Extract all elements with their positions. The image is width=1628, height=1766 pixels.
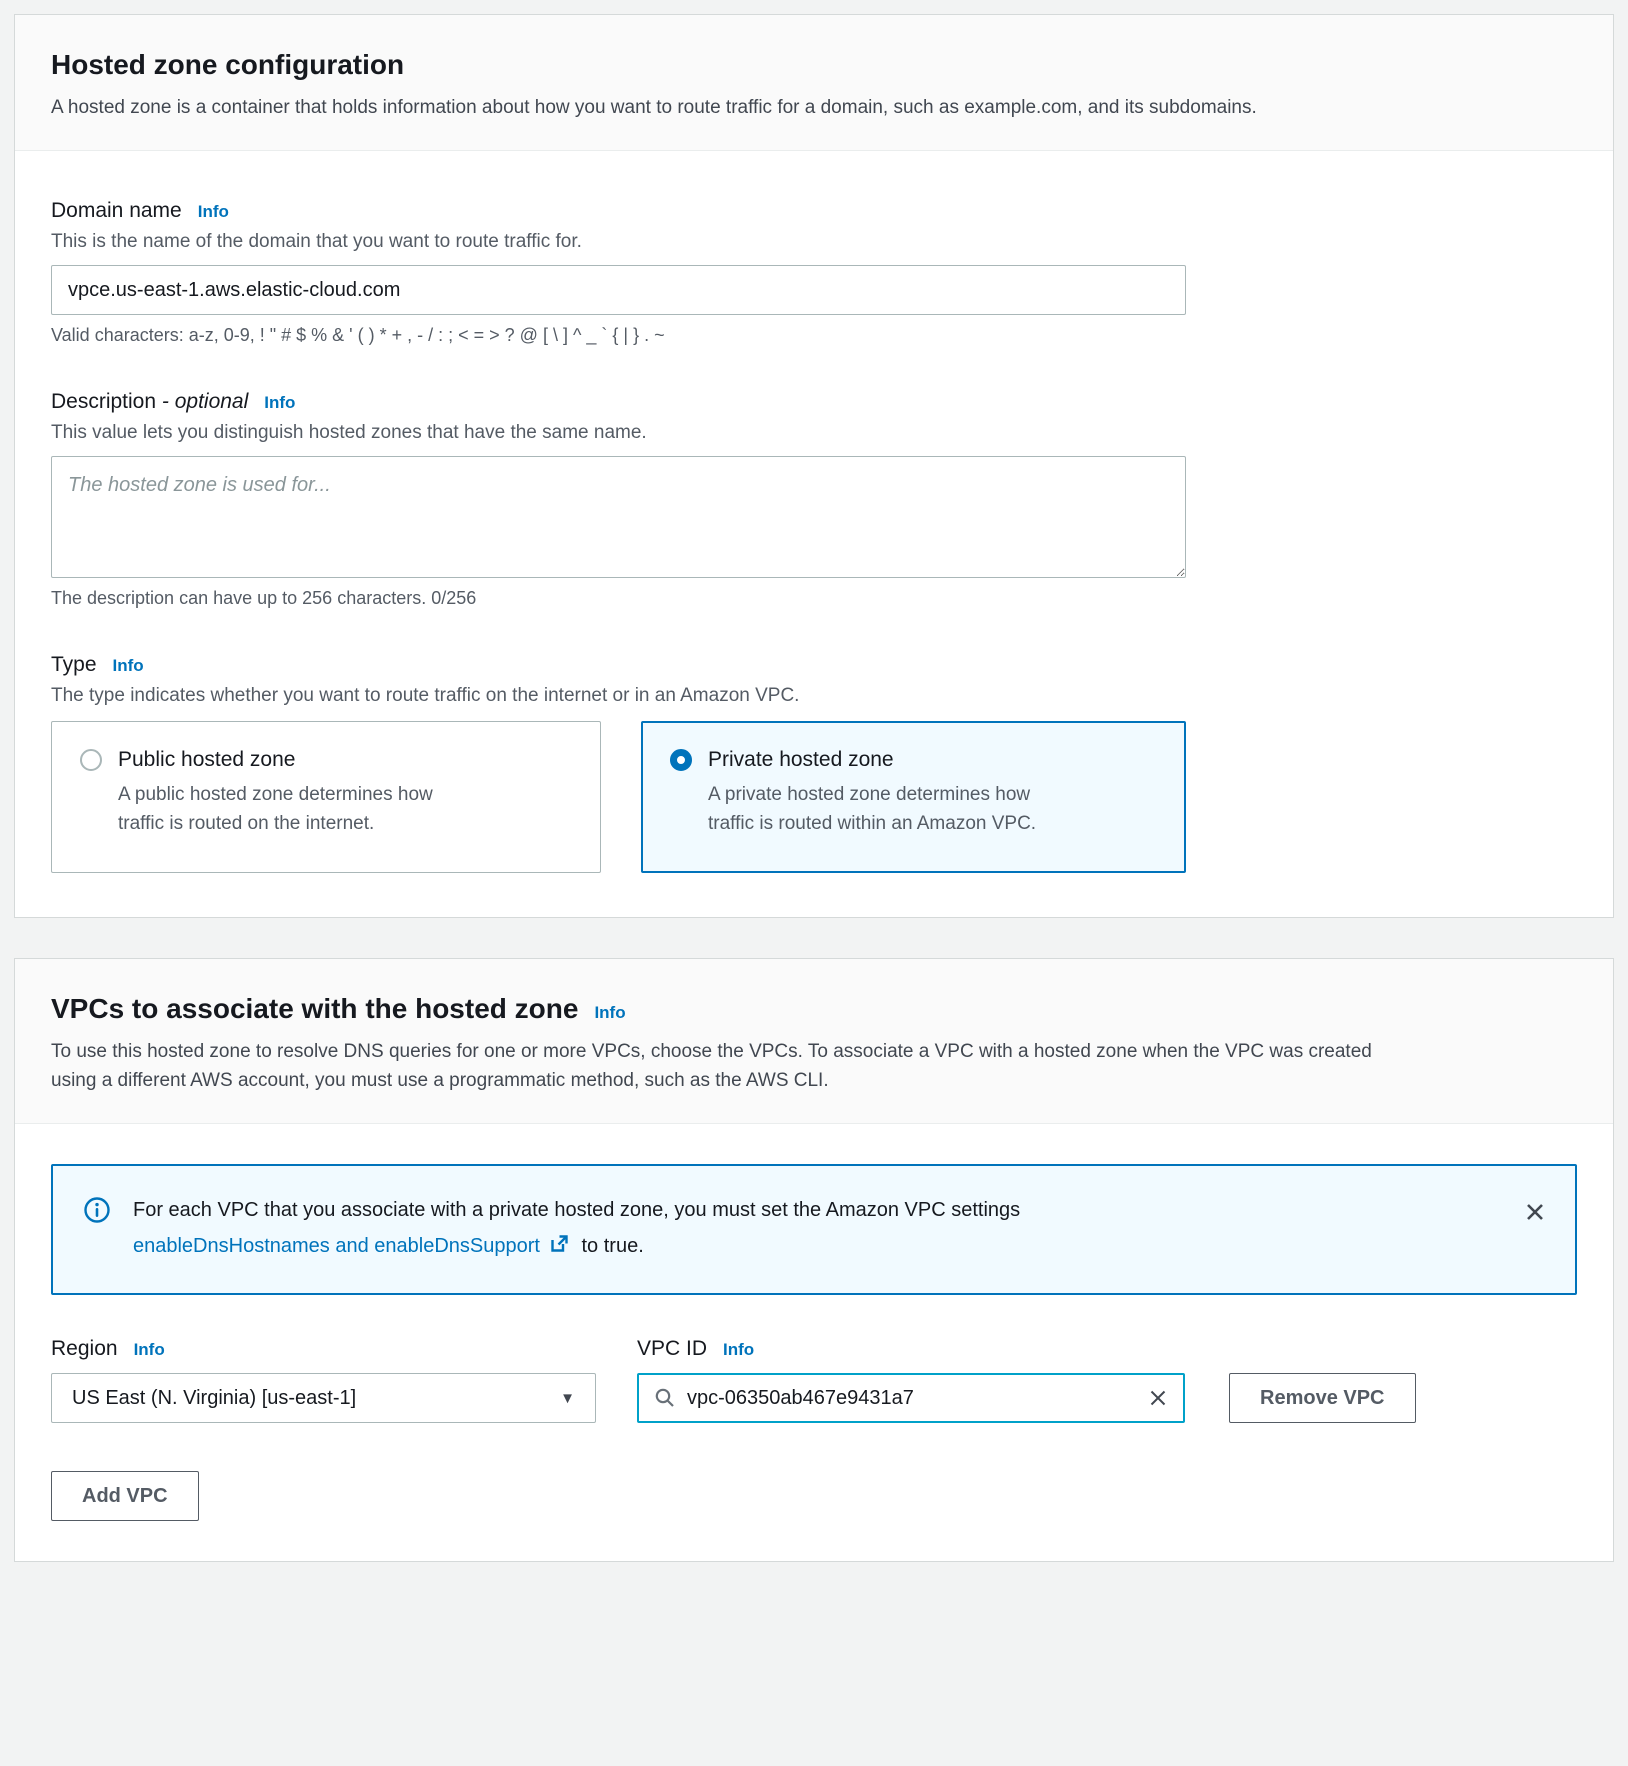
hosted-zone-configuration-body — [15, 151, 1613, 917]
type-helper: The type indicates whether you want to route traffic on the internet or in an Amazon VPC. — [51, 685, 800, 706]
vpc-association-row — [51, 1337, 1577, 1423]
vpcs-section-body — [15, 1124, 1613, 1561]
search-icon — [653, 1386, 677, 1410]
public-hosted-zone-title: Public hosted zone — [118, 748, 296, 771]
public-hosted-zone-description: A public hosted zone determines how traffic is routed on the internet. — [118, 784, 433, 834]
description-field — [51, 390, 1577, 609]
private-hosted-zone-radio[interactable] — [670, 749, 692, 771]
private-hosted-zone-option[interactable] — [641, 721, 1186, 873]
region-select[interactable] — [51, 1373, 596, 1423]
vpc-id-info-link[interactable]: Info — [723, 1340, 755, 1359]
chevron-down-icon: ▼ — [560, 1389, 575, 1407]
domain-name-constraint: Valid characters: a-z, 0-9, ! " # $ % & ' ( ) * + , - / : ; < = > ? @ [ \ ] ^ _ ` { | } . ~ — [51, 325, 665, 345]
vpcs-to-associate-card — [14, 958, 1614, 1562]
domain-name-label: Domain name — [51, 199, 182, 222]
region-info-link[interactable]: Info — [133, 1340, 165, 1359]
vpc-id-label: VPC ID — [637, 1337, 708, 1360]
vpcs-section-header — [15, 959, 1613, 1124]
public-hosted-zone-radio[interactable] — [80, 749, 102, 771]
remove-vpc-button[interactable]: Remove VPC — [1229, 1373, 1416, 1423]
type-options — [51, 721, 1577, 873]
hosted-zone-configuration-header — [15, 15, 1613, 151]
domain-name-field — [51, 199, 1577, 346]
description-helper: This value lets you distinguish hosted zones that have the same name. — [51, 422, 647, 443]
description-info-link[interactable]: Info — [264, 393, 296, 412]
public-hosted-zone-option[interactable] — [51, 721, 601, 873]
hosted-zone-configuration-card — [14, 14, 1614, 918]
vpc-id-field — [637, 1337, 1185, 1423]
region-field — [51, 1337, 596, 1423]
alert-text-tail: to true. — [581, 1235, 644, 1257]
description-constraint: The description can have up to 256 characters. 0/256 — [51, 588, 477, 608]
vpc-id-input-container — [637, 1373, 1185, 1423]
info-circle-icon — [83, 1196, 111, 1229]
private-hosted-zone-title: Private hosted zone — [708, 748, 894, 771]
vpc-settings-info-alert — [51, 1164, 1577, 1295]
vpc-id-input[interactable] — [687, 1387, 1145, 1410]
region-label: Region — [51, 1337, 118, 1360]
type-field — [51, 653, 1577, 873]
clear-input-icon[interactable] — [1145, 1385, 1171, 1411]
description-optional-suffix: - optional — [161, 390, 249, 413]
description-label: Description - optional — [51, 390, 249, 413]
alert-close-icon[interactable] — [1523, 1200, 1547, 1227]
description-textarea[interactable] — [51, 456, 1186, 578]
section-title-vpcs-to-associate: VPCs to associate with the hosted zone — [51, 993, 579, 1024]
alert-message — [133, 1192, 1493, 1267]
vpcs-section-info-link[interactable]: Info — [594, 1003, 626, 1022]
domain-name-helper: This is the name of the domain that you want to route traffic for. — [51, 231, 582, 252]
enable-dns-settings-link[interactable]: enableDnsHostnames and enableDnsSupport — [133, 1235, 540, 1257]
external-link-icon — [548, 1231, 570, 1267]
region-select-value: US East (N. Virginia) [us-east-1] — [72, 1386, 357, 1409]
section-title-hosted-zone-configuration: Hosted zone configuration — [51, 49, 405, 80]
domain-name-info-link[interactable]: Info — [197, 202, 229, 221]
type-info-link[interactable]: Info — [112, 656, 144, 675]
alert-text-line1: For each VPC that you associate with a private hosted zone, you must set the Amazon VPC settings — [133, 1199, 1021, 1221]
domain-name-input[interactable] — [51, 265, 1186, 315]
vpcs-section-description: To use this hosted zone to resolve DNS queries for one or more VPCs, choose the VPCs. To associate a VPC with a hosted zone when the VPC was created using a different AWS account, you must use a programmatic method, such as the AWS CLI. — [51, 1041, 1372, 1091]
section-description: A hosted zone is a container that holds information about how you want to route traffic for a domain, such as example.com, and its subdomains. — [51, 97, 1257, 118]
add-vpc-button[interactable]: Add VPC — [51, 1471, 199, 1521]
private-hosted-zone-description: A private hosted zone determines how traffic is routed within an Amazon VPC. — [708, 784, 1037, 834]
type-label: Type — [51, 653, 97, 676]
